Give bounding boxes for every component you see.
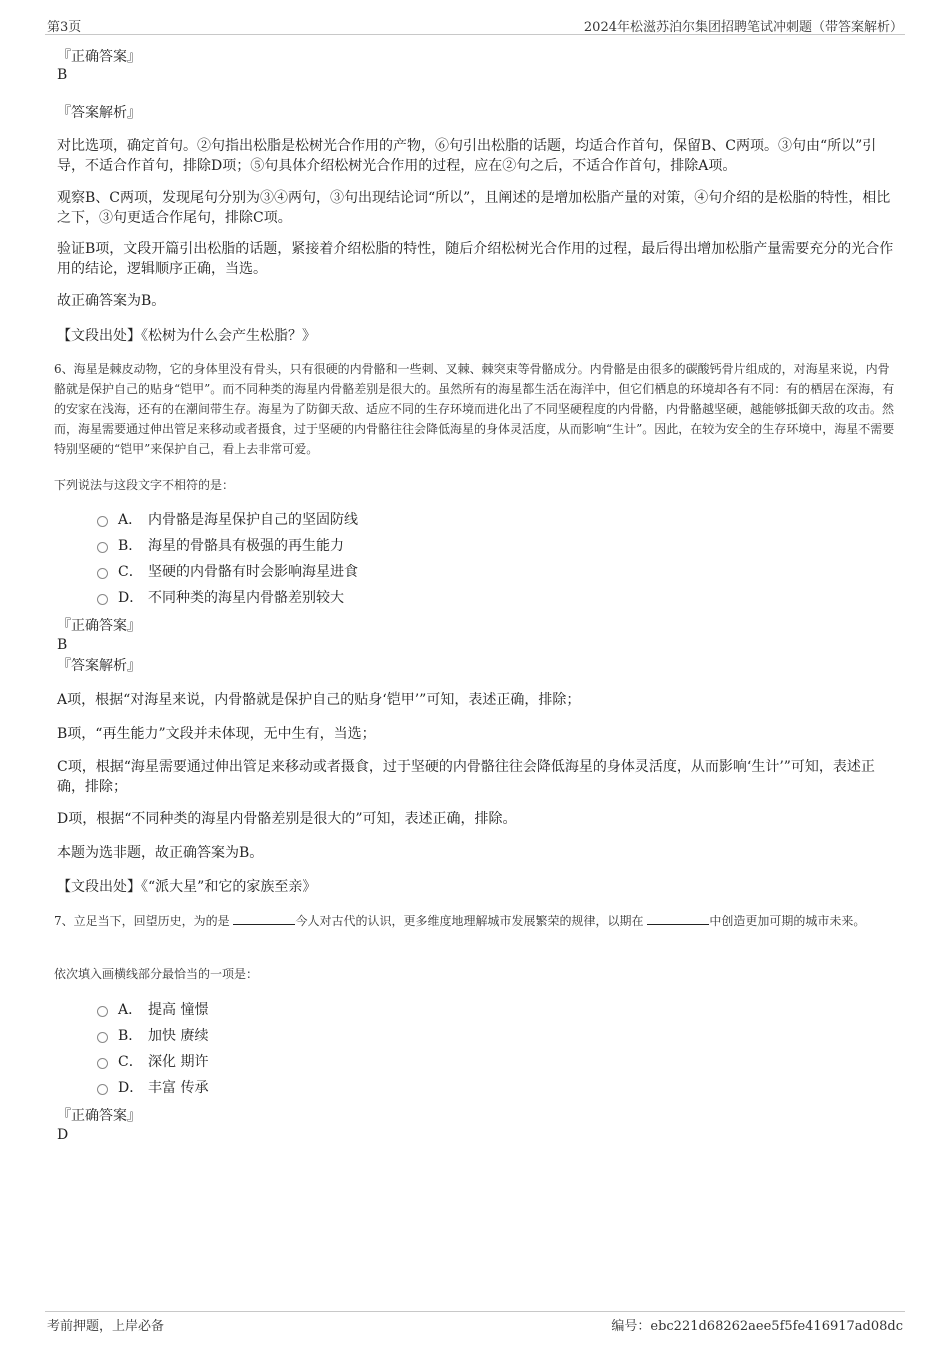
q7-option-a[interactable]: A． 提高 憧憬 (97, 1000, 208, 1020)
q6-answer: B (57, 637, 68, 653)
radio-icon[interactable] (97, 1006, 108, 1017)
q5-answer: B (57, 67, 68, 83)
q6-analysis-paragraph: D项，根据“不同种类的海星内骨骼差别是很大的”可知，表述正确，排除。 (57, 811, 517, 827)
q6-question: 下列说法与这段文字不相符的是： (54, 478, 235, 492)
q6-analysis-paragraph: 本题为选非题，故正确答案为B。 (57, 845, 264, 861)
page-number: 第3页 (47, 20, 82, 35)
radio-icon[interactable] (97, 1032, 108, 1043)
radio-icon[interactable] (97, 594, 108, 605)
q7-option-c[interactable]: C． 深化 期许 (97, 1052, 208, 1072)
q5-analysis-paragraph: 验证B项，文段开篇引出松脂的话题，紧接着介绍松脂的特性，随后介绍松树光合作用的过程，最后得出增加松脂产量需要充分的光合作用的结论，逻辑顺序正确，当选。 (57, 241, 894, 277)
q5-analysis-paragraph: 对比选项，确定首句。②句指出松脂是松树光合作用的产物，⑥句引出松脂的话题，均适合作首句，保留B、C两项。③句由“所以”引导，不适合作首句，排除D项；⑤句具体介绍松树光合作用的过程，应在②句之后，不适合作首句，排除A项。 (57, 138, 877, 174)
q7-stem: 7、立足当下，回望历史，为的是 今人对古代的认识，更多维度地理解城市发展繁荣的规律，以期在 中创造更加可期的城市未来。 (54, 914, 866, 928)
q6-stem: 6、海星是棘皮动物，它的身体里没有骨头，只有很硬的内骨骼和一些刺、叉棘、棘突束等骨骼成分。内骨骼是由很多的碳酸钙骨片组成的，对海星来说，内骨骼就是保护自己的贴身“铠甲”。而不同种类的海星内骨骼差别是很大的。虽然所有的海星都生活在海洋中，但它们栖息的环境却各有不同：有的栖居在深海，有的安家在浅海，还有的在潮间带生存。海星为了防御天敌、适应不同的生存环境而进化出了不同坚硬程度的内骨骼，内骨骼越坚硬，越能够抵御天敌的攻击。然而，海星需要通过伸出管足来移动或者摄食，过于坚硬的内骨骼往往会降低海星的身体灵活度，从而影响“生计”。因此，在较为安全的生存环境中，海星不需要特别坚硬的“铠甲”来保护自己，看上去非常可爱。 (54, 362, 895, 456)
document-code: 编号：ebc221d68262aee5f5fe416917ad08dc (611, 1319, 903, 1334)
radio-icon[interactable] (97, 516, 108, 527)
q7-answer: D (57, 1127, 69, 1143)
radio-icon[interactable] (97, 568, 108, 579)
q5-answer-label: 『正确答案』 (57, 49, 141, 65)
radio-icon[interactable] (97, 1058, 108, 1069)
q6-analysis-paragraph: B项，“再生能力”文段并未体现，无中生有，当选； (57, 726, 376, 742)
page-footer (45, 1311, 905, 1334)
q5-analysis-paragraph: 观察B、C两项，发现尾句分别为③④两句，③句出现结论词“所以”，且阐述的是增加松脂产量的对策，④句介绍的是松脂的特性，相比之下，③句更适合作尾句，排除C项。 (57, 190, 891, 226)
q6-analysis-paragraph: C项，根据“海星需要通过伸出管足来移动或者摄食，过于坚硬的内骨骼往往会降低海星的身体灵活度，从而影响‘生计’”可知，表述正确，排除； (57, 759, 875, 795)
footer-slogan: 考前押题，上岸必备 (47, 1319, 165, 1334)
radio-icon[interactable] (97, 1084, 108, 1095)
q5-source: 【文段出处】《松树为什么会产生松脂？》 (57, 328, 316, 344)
q7-option-d[interactable]: D． 丰富 传承 (97, 1078, 208, 1098)
q6-option-c[interactable]: C． 坚硬的内骨骼有时会影响海星进食 (97, 562, 358, 582)
fill-blank (233, 912, 295, 925)
q6-source: 【文段出处】《“派大星”和它的家族至亲》 (57, 879, 317, 895)
q7-question: 依次填入画横线部分最恰当的一项是： (54, 967, 259, 981)
page-header (45, 14, 905, 35)
q6-option-a[interactable]: A． 内骨骼是海星保护自己的坚固防线 (97, 510, 358, 530)
q6-answer-label: 『正确答案』 (57, 618, 141, 634)
q5-analysis-paragraph: 故正确答案为B。 (57, 293, 166, 309)
document-title: 2024年松滋苏泊尔集团招聘笔试冲刺题（带答案解析） (583, 20, 903, 35)
q7-answer-label: 『正确答案』 (57, 1108, 141, 1124)
fill-blank (647, 912, 709, 925)
q7-option-b[interactable]: B． 加快 赓续 (97, 1026, 208, 1046)
q6-analysis-label: 『答案解析』 (57, 658, 141, 674)
radio-icon[interactable] (97, 542, 108, 553)
q5-analysis-label: 『答案解析』 (57, 105, 141, 121)
q6-analysis-paragraph: A项，根据“对海星来说，内骨骼就是保护自己的贴身‘铠甲’”可知，表述正确，排除； (57, 692, 581, 708)
q6-option-b[interactable]: B． 海星的骨骼具有极强的再生能力 (97, 536, 344, 556)
q6-option-d[interactable]: D． 不同种类的海星内骨骼差别较大 (97, 588, 344, 608)
